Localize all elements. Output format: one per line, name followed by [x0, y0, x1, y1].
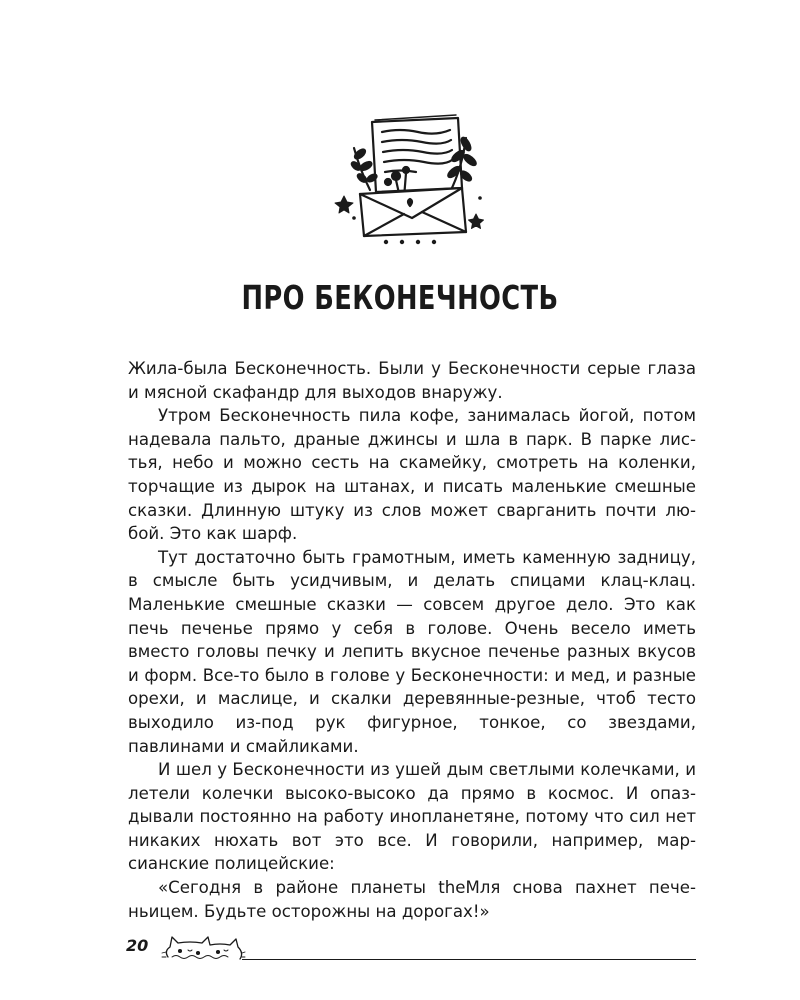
footer-rule — [242, 959, 696, 960]
dot-icon — [400, 240, 404, 244]
star-icon — [335, 196, 353, 213]
cat-doodle-icon — [160, 931, 246, 961]
paragraph: «Сегодня в районе планеты theМля снова пахнет печеньицем. Будьте осторожны на дорогах!» — [128, 878, 696, 921]
dot-icon — [416, 240, 420, 244]
dot-icon — [432, 240, 436, 244]
star-icon — [469, 214, 484, 229]
envelope-letter-illustration — [330, 108, 490, 248]
paragraph: Тут достаточно быть грамотным, иметь каменную задницу, в смысле быть усидчивым, и делать спицами клац-клац. Маленькие смешные сказки — совсем другое дело. Это как печь печенье прямо у себя в голове. Очень весело иметь вместо головы печку и лепить вкусное печенье разных вкусов и форм. Все-то было в голове у Бесконечности: и мед, и разные орехи, и маслице, и скалки деревянные-резные, чтоб тесто выходило из-под рук фигурное, тонкое, со звездами, павлинами и смайликами. — [128, 547, 696, 756]
paragraph: Жила-была Бесконечность. Были у Бесконечности серые глаза и мясной скафандр для выходов внаружу. — [128, 359, 696, 402]
story-text — [128, 357, 696, 923]
chapter-title: ПРО БЕКОНЕЧНОСТЬ — [241, 278, 559, 317]
page-footer — [126, 925, 696, 965]
dot-icon — [478, 196, 482, 200]
dot-icon — [384, 240, 388, 244]
page-number: 20 — [126, 936, 149, 955]
paragraph: И шел у Бесконечности из ушей дым светлыми колечками, и летели колечки высоко-высоко да прямо в космос. И опаздывали постоянно на работу инопланетяне, потому что сил нет никаких нюхать вот это все. И говорили, например, марсианские полицейские: — [128, 760, 696, 874]
envelope — [360, 188, 466, 236]
dot-icon — [352, 216, 356, 220]
paragraph: Утром Бесконечность пила кофе, занималась йогой, потом надевала пальто, драные джинсы и шла в парк. В парке листья, небо и можно сесть на скамейку, смотреть на коленки, торчащие из дырок на штанах, и писать маленькие смешные сказки. Длинную штуку из слов может сварганить почти любой. Это как шарф. — [128, 406, 696, 544]
